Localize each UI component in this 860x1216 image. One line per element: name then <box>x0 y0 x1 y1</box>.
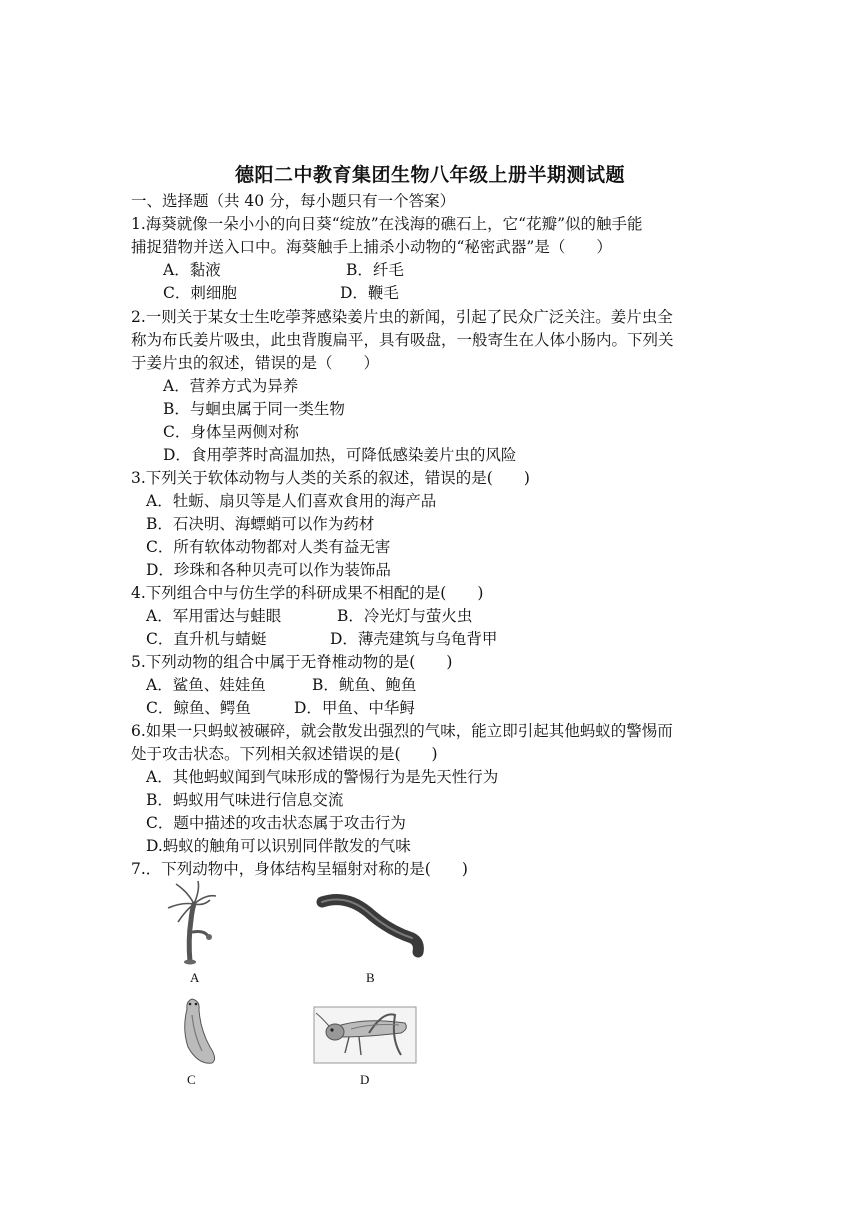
q4-stem: 4.下列组合中与仿生学的科研成果不相配的是( ) <box>131 584 484 602</box>
q5-stem: 5.下列动物的组合中属于无脊椎动物的是( ) <box>131 653 453 671</box>
q2-option-d: D．食用荸荠时高温加热，可降低感染姜片虫的风险 <box>163 446 517 464</box>
q7-stem: 7.．下列动物中，身体结构呈辐射对称的是( ) <box>131 860 468 878</box>
page-title: 德阳二中教育集团生物八年级上册半期测试题 <box>234 164 625 186</box>
q6-option-b: B．蚂蚁用气味进行信息交流 <box>146 791 344 809</box>
figure-label-a: A <box>190 970 200 985</box>
q6-option-a: A．其他蚂蚁闻到气味形成的警惕行为是先天性行为 <box>146 768 499 786</box>
hydra-icon <box>160 880 230 965</box>
q3-stem: 3.下列关于软体动物与人类的关系的叙述，错误的是( ) <box>131 469 530 487</box>
earthworm-icon <box>316 890 426 960</box>
q4-option-a: A．军用雷达与蛙眼 <box>146 607 282 625</box>
figure-label-b: B <box>366 970 375 985</box>
q6-stem-line-2: 处于攻击状态。下列相关叙述错误的是( ) <box>131 745 438 763</box>
q2-stem-line-1: 2.一则关于某女士生吃荸荠感染姜片虫的新闻，引起了民众广泛关注。姜片虫全 <box>131 308 673 326</box>
q3-option-a: A．牡蛎、扇贝等是人们喜欢食用的海产品 <box>146 492 437 510</box>
q2-option-a: A．营养方式为异养 <box>163 377 299 395</box>
q1-option-c: C．刺细胞 <box>163 284 237 302</box>
q3-option-d: D．珍珠和各种贝壳可以作为装饰品 <box>146 561 391 579</box>
section-header: 一、选择题（共 40 分，每小题只有一个答案） <box>131 192 456 210</box>
q1-stem-line-2: 捕捉猎物并送入口中。海葵触手上捕杀小动物的“秘密武器”是（ ） <box>131 238 612 256</box>
q1-option-d: D．鞭毛 <box>340 284 399 302</box>
q2-option-c: C．身体呈两侧对称 <box>163 423 299 441</box>
q2-option-b: B．与蛔虫属于同一类生物 <box>163 400 345 418</box>
q4-option-b: B．冷光灯与萤火虫 <box>337 607 473 625</box>
q6-option-d: D.蚂蚁的触角可以识别同伴散发的气味 <box>146 837 411 855</box>
q1-stem-line-1: 1.海葵就像一朵小小的向日葵“绽放”在浅海的礁石上，它“花瓣”似的触手能 <box>131 215 643 233</box>
q1-option-a: A．黏液 <box>163 261 221 279</box>
figure-label-c: C <box>187 1072 196 1087</box>
grasshopper-icon <box>313 1003 417 1067</box>
q4-option-c: C．直升机与蜻蜓 <box>146 630 267 648</box>
q5-option-b: B．鱿鱼、鲍鱼 <box>312 676 417 694</box>
q2-stem-line-3: 于姜片虫的叙述，错误的是（ ） <box>131 354 380 372</box>
q3-option-c: C．所有软体动物都对人类有益无害 <box>146 538 391 556</box>
q5-option-c: C．鲸鱼、鳄鱼 <box>146 699 251 717</box>
q3-option-b: B．石决明、海螵蛸可以作为药材 <box>146 515 375 533</box>
planarian-icon <box>172 995 222 1067</box>
q6-stem-line-1: 6.如果一只蚂蚁被碾碎，就会散发出强烈的气味，能立即引起其他蚂蚁的警惕而 <box>131 722 673 740</box>
q1-option-b: B．纤毛 <box>346 261 404 279</box>
figure-label-d: D <box>360 1072 370 1087</box>
q4-option-d: D．薄壳建筑与乌龟背甲 <box>330 630 498 648</box>
q6-option-c: C．题中描述的攻击状态属于攻击行为 <box>146 814 406 832</box>
q2-stem-line-2: 称为布氏姜片吸虫，此虫背腹扁平，具有吸盘，一般寄生在人体小肠内。下列关 <box>131 331 674 349</box>
q5-option-a: A．鲨鱼、娃娃鱼 <box>146 676 266 694</box>
q5-option-d: D．甲鱼、中华鲟 <box>294 699 415 717</box>
